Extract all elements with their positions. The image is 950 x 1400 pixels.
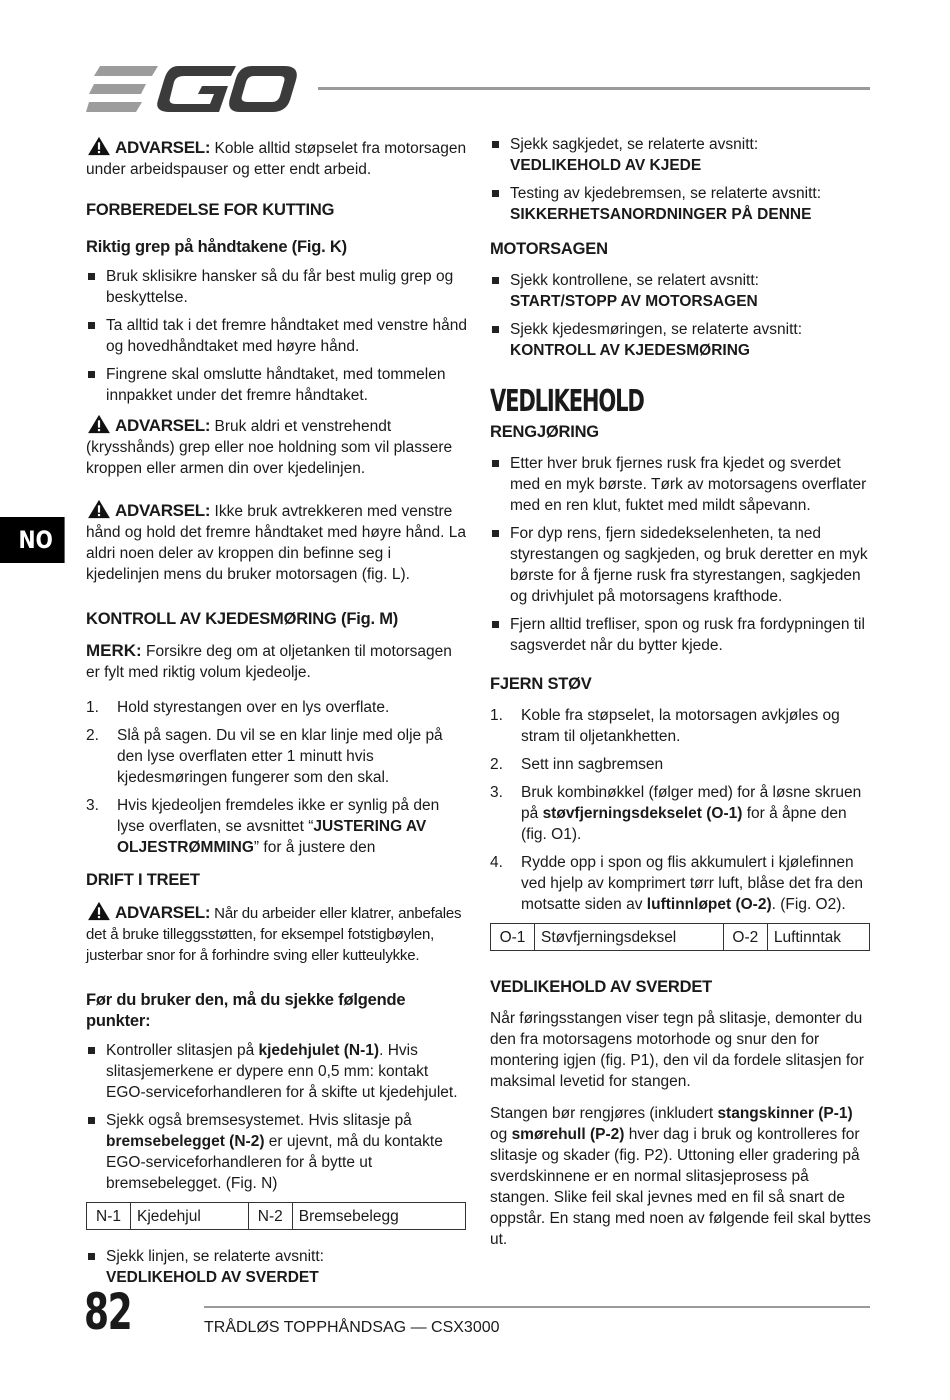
check-list <box>86 1246 468 1288</box>
warning-paragraph: ADVARSEL: Når du arbeider eller klatrer, anbefales det å bruke tilleggsstøtten, for eksempel fotstigbøylen, justerbar snor for å forhindre sving eller kutteulykke. <box>86 903 462 964</box>
chapter-heading: VEDLIKEHOLD <box>490 384 644 419</box>
check-list <box>490 270 872 361</box>
list-item: Ta alltid tak i det fremre håndtaket med venstre hånd og hovedhåndtaket med høyre hånd. <box>86 315 468 357</box>
section-heading: DRIFT I TREET <box>86 871 200 889</box>
cleaning-list <box>490 453 872 656</box>
list-item: Sjekk kontrollene, se relatert avsnitt: START/STOPP AV MOTORSAGEN <box>490 270 872 312</box>
list-item: Etter hver bruk fjernes rusk fra kjedet og sverdet med en myk børste. Tørk av motorsagens overflater med en ren klut, fuktet med mildt såpevann. <box>490 453 872 516</box>
warning-triangle-icon <box>86 414 112 434</box>
ego-logo <box>86 62 298 116</box>
subsection-heading: Riktig grep på håndtakene (Fig. K) <box>86 238 347 256</box>
section-heading: KONTROLL AV KJEDESMØRING (Fig. M) <box>86 610 399 628</box>
check-list <box>490 134 872 225</box>
section-heading: MOTORSAGEN <box>490 240 608 258</box>
list-item: 2. Slå på sagen. Du vil se en klar linje med olje på den lyse overflaten etter 1 minutt hvis kjedesmøringen fungerer som den skal. <box>86 727 443 786</box>
warning-triangle-icon <box>86 901 112 921</box>
list-item: Sjekk sagkjedet, se relaterte avsnitt: VEDLIKEHOLD AV KJEDE <box>490 134 872 176</box>
list-item: 2. Sett inn sagbremsen <box>490 756 664 773</box>
warning-triangle-icon <box>86 499 112 519</box>
section-heading: VEDLIKEHOLD AV SVERDET <box>490 978 713 996</box>
list-item: 3. Bruk kombinøkkel (følger med) for å løsne skruen på støvfjerningsdekselet (O-1) for å åpne den (fig. O1). <box>490 784 862 843</box>
list-item: Fjern alltid trefliser, spon og rusk fra fordypningen til sagsverdet når du bytter kjede. <box>490 614 872 656</box>
list-item: Testing av kjedebremsen, se relaterte avsnitt: SIKKERHETSANORDNINGER PÅ DENNE <box>490 183 872 225</box>
dust-steps <box>490 705 872 915</box>
section-heading: FORBEREDELSE FOR KUTTING <box>86 201 335 219</box>
list-item: 3. Hvis kjedeoljen fremdeles ikke er synlig på den lyse overflaten, se avsnittet “JUSTERING AV OLJESTRØMMING” for å justere den <box>86 797 440 856</box>
list-item: Sjekk linjen, se relaterte avsnitt: VEDLIKEHOLD AV SVERDET <box>86 1246 468 1288</box>
list-item: Bruk sklisikre hansker så du får best mulig grep og beskyttelse. <box>86 266 468 308</box>
warning-paragraph: ADVARSEL: Koble alltid støpselet fra motorsagen under arbeidspauser og etter endt arbeid. <box>86 138 467 178</box>
table-row <box>491 924 870 951</box>
list-item: 1. Koble fra støpselet, la motorsagen avkjøles og stram til oljetankhetten. <box>490 707 840 745</box>
table-cell: Bremsebelegg <box>292 1203 465 1230</box>
list-item: 1. Hold styrestangen over en lys overflate. <box>86 699 390 716</box>
right-column <box>490 134 872 1261</box>
list-item: 4. Rydde opp i spon og flis akkumulert i kjølefinnen ved hjelp av komprimert tørr luft, blåse det fra den motsatte siden av luftinnløpet (O-2). (Fig. O2). <box>490 854 864 913</box>
table-cell: N-1 <box>87 1203 131 1230</box>
note-paragraph: MERK: Forsikre deg om at oljetanken til motorsagen er fylt med riktig volum kjedeolje. <box>86 641 452 681</box>
table-cell: Støvfjerningsdeksel <box>535 924 724 951</box>
list-item: Fingrene skal omslutte håndtaket, med tommelen innpakket under det fremre håndtaket. <box>86 364 468 406</box>
section-heading: RENGJØRING <box>490 423 599 441</box>
subsection-heading: Før du bruker den, må du sjekke følgende punkter: <box>86 991 406 1030</box>
check-list <box>86 1040 468 1194</box>
list-item: Sjekk også bremsesystemet. Hvis slitasje på bremsebelegget (N-2) er ujevnt, må du kontakte EGO-serviceforhandleren for å bytte ut bremsebelegget. (Fig. N) <box>86 1110 468 1194</box>
section-heading: FJERN STØV <box>490 675 592 693</box>
body-paragraph: Når føringsstangen viser tegn på slitasje, demonter du den fra motorsagens motorhode og snur den for montering igjen (fig. P1), den vil da fordele slitasjen for maksimal levetid for stangen. <box>490 1010 864 1090</box>
footer-title: TRÅDLØS TOPPHÅNDSAG — CSX3000 <box>204 1319 500 1336</box>
left-column <box>86 136 468 1296</box>
table-cell: O-2 <box>723 924 767 951</box>
table-row <box>87 1203 466 1230</box>
list-item: Sjekk kjedesmøringen, se relaterte avsnitt: KONTROLL AV KJEDESMØRING <box>490 319 872 361</box>
table-cell: N-2 <box>248 1203 292 1230</box>
header-rule <box>318 87 870 90</box>
parts-table-o <box>490 923 870 951</box>
grip-list <box>86 266 468 406</box>
lubrication-steps <box>86 697 468 858</box>
table-cell: O-1 <box>491 924 535 951</box>
list-item: Kontroller slitasjen på kjedehjulet (N-1). Hvis slitasjemerkene er dypere enn 0,5 mm: kontakt EGO-serviceforhandleren for å skifte ut kjedehjulet. <box>86 1040 468 1103</box>
table-cell: Luftinntak <box>767 924 869 951</box>
body-paragraph: Stangen bør rengjøres (inkludert stangskinner (P-1) og smørehull (P-2) hver dag i bruk og kontrolleres for slitasje og skader (fig. P2). Uttoning eller gradering på sverdskinnene er en normal slitasjeprosess på stangen. Slike feil skal jevnes med en fil så snart de oppstår. En stang med noen av følgende feil skal byttes ut. <box>490 1105 871 1248</box>
footer-rule <box>204 1306 870 1308</box>
language-tab: NO <box>0 517 65 563</box>
list-item: For dyp rens, fjern sidedekselenheten, ta ned styrestangen og sagkjeden, og bruk deretter en myk børste for å fjerne rusk fra styrestangen, sagkjeden og drivhjulet på motorsagens krafthode. <box>490 523 872 607</box>
table-cell: Kjedehjul <box>131 1203 249 1230</box>
warning-paragraph: ADVARSEL: Bruk aldri et venstrehendt (krysshånds) grep eller noe holdning som vil plassere kroppen eller armen din over kjedelinjen. <box>86 416 453 477</box>
page-number: 82 <box>84 1283 132 1341</box>
warning-triangle-icon <box>86 136 112 156</box>
parts-table-n <box>86 1202 466 1230</box>
warning-paragraph: ADVARSEL: Ikke bruk avtrekkeren med venstre hånd og hold det fremre håndtaket med høyre hånd. La aldri noen deler av kroppen din befinne seg i kjedelinjen mens du bruker motorsagen (fig. L). <box>86 501 466 583</box>
